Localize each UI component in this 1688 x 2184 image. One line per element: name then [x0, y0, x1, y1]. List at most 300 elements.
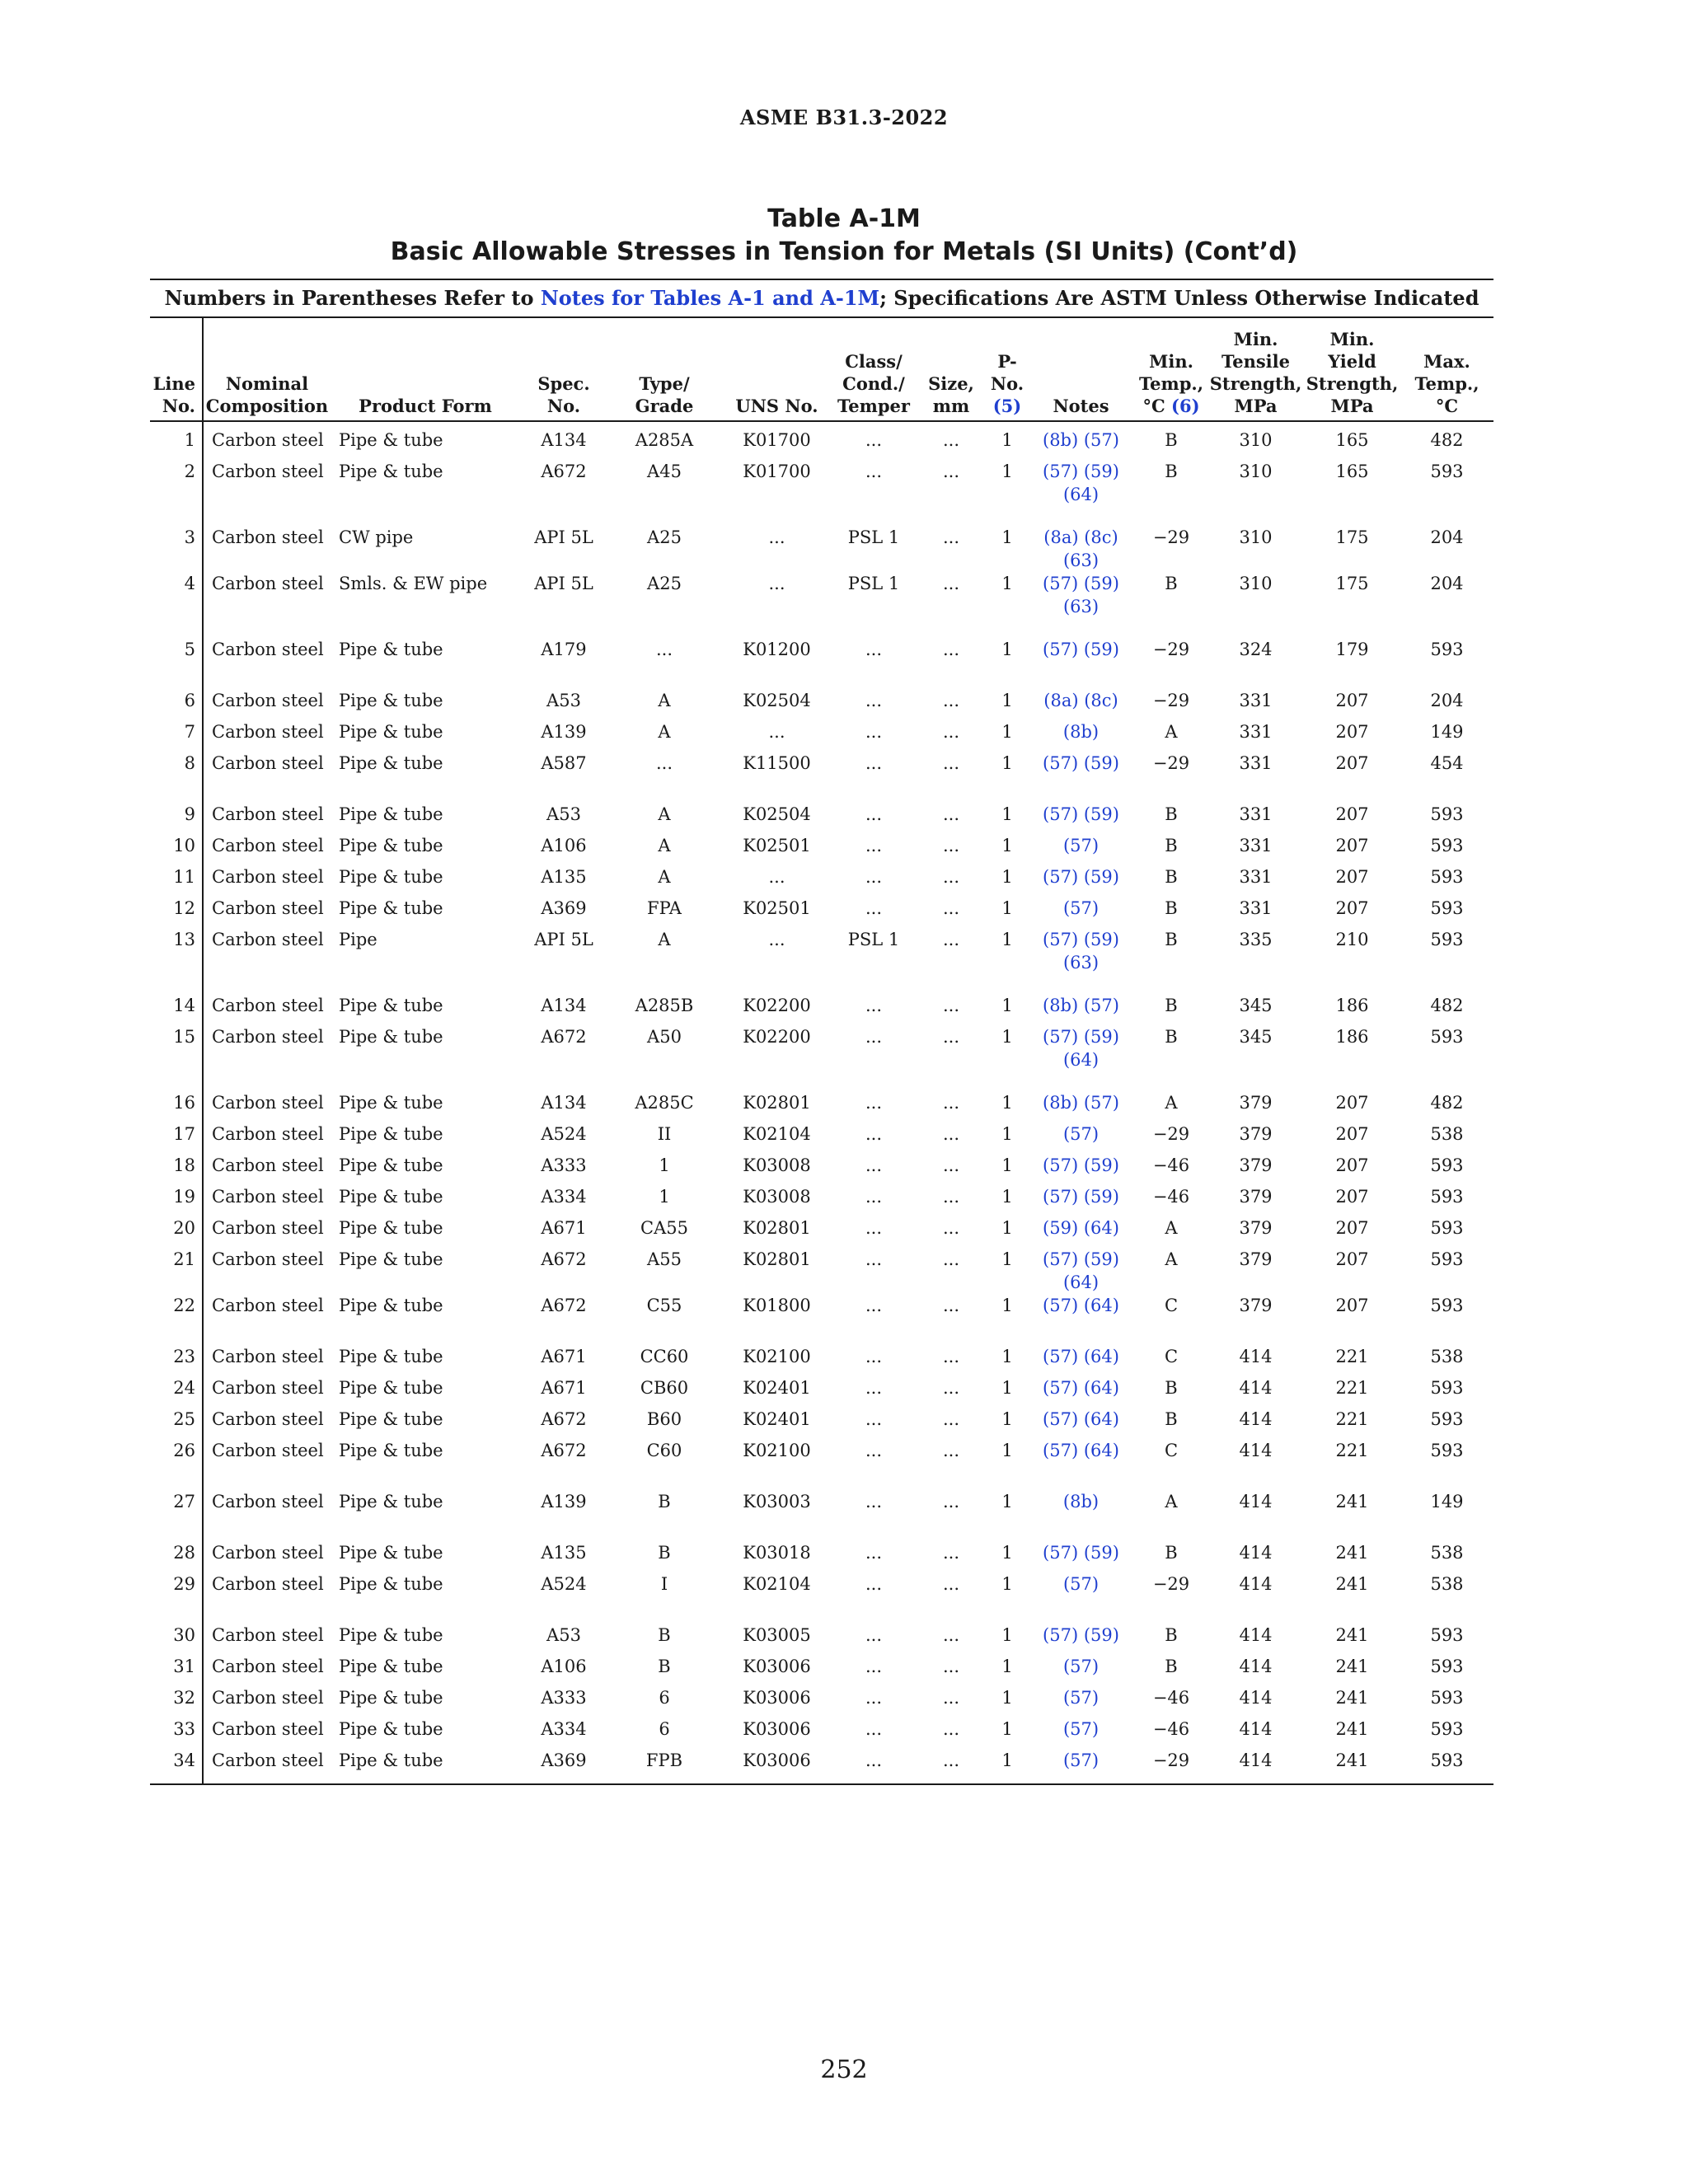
composition-cell: Carbon steel [212, 1187, 324, 1207]
type-grade-cell: B [658, 1657, 671, 1676]
size-cell: ... [942, 640, 960, 659]
notes-cell: (57) (59) [1043, 1155, 1119, 1175]
tensile-strength-cell: 414 [1239, 1543, 1273, 1563]
yield-strength-cell: 186 [1335, 1027, 1369, 1047]
line-no-cell: 27 [150, 1490, 203, 1541]
uns-no-cell: K02200 [743, 1027, 811, 1047]
type-grade-cell: ... [655, 640, 673, 659]
yield-strength-cell: 241 [1335, 1543, 1369, 1563]
type-grade-cell: A25 [647, 527, 682, 547]
type-grade-cell: A285B [635, 996, 694, 1015]
spec-no-cell: API 5L [534, 930, 593, 949]
type-grade-cell: ... [655, 753, 673, 773]
line-no-cell: 9 [150, 803, 203, 834]
yield-strength-cell: 241 [1304, 1749, 1400, 1784]
composition-cell: Carbon steel [212, 1249, 324, 1269]
header-min-tensile-strength: Min. Tensile Strength, MPa [1207, 318, 1304, 421]
class-cell: ... [865, 722, 883, 742]
type-grade-cell: CC60 [640, 1347, 689, 1366]
table-row [150, 421, 1493, 460]
p-no-note-ref[interactable]: (5) [992, 396, 1022, 416]
line-no-cell: 34 [150, 1749, 203, 1784]
max-temp-cell: 593 [1430, 930, 1464, 949]
p-no-cell: 1 [1001, 1249, 1013, 1269]
p-no-cell: 1 [1001, 1543, 1013, 1563]
min-temp-cell: C [1164, 1441, 1179, 1460]
type-grade-cell: A [658, 691, 671, 710]
size-cell: ... [942, 1719, 960, 1739]
size-cell: ... [942, 1296, 960, 1315]
notes-cell: (8a) (8c) [1043, 691, 1118, 710]
table-row [150, 1718, 1493, 1749]
line-no-cell: 25 [150, 1408, 203, 1439]
line-no-cell: 23 [150, 1345, 203, 1376]
tensile-strength-cell: 414 [1239, 1409, 1273, 1429]
table-row [150, 1655, 1493, 1686]
yield-strength-cell: 207 [1335, 836, 1369, 855]
product-form-cell: Pipe & tube [339, 1441, 443, 1460]
size-cell: ... [942, 804, 960, 824]
type-grade-cell: 1 [659, 1187, 670, 1207]
max-temp-cell: 593 [1430, 804, 1464, 824]
tensile-strength-cell: 310 [1239, 574, 1273, 593]
table-row [150, 1185, 1493, 1216]
min-temp-cell: −29 [1152, 527, 1190, 547]
table-row [150, 1439, 1493, 1490]
min-temp-cell: −29 [1152, 1124, 1190, 1144]
line-no-cell: 12 [150, 897, 203, 928]
p-no-cell: 1 [1001, 930, 1013, 949]
table-area [150, 279, 1493, 1785]
spec-no-cell: API 5L [534, 574, 593, 593]
note-suffix: ; Specifications Are ASTM Unless Otherwise Indicated [879, 286, 1479, 310]
tensile-strength-cell: 414 [1239, 1574, 1273, 1594]
p-no-cell: 1 [1001, 640, 1013, 659]
size-cell: ... [942, 753, 960, 773]
max-temp-cell: 593 [1430, 640, 1464, 659]
uns-no-cell: K03006 [743, 1688, 811, 1708]
tensile-strength-cell: 414 [1239, 1378, 1273, 1398]
header-max-temp: Max. Temp., °C [1400, 318, 1493, 421]
p-no-cell: 1 [1001, 1378, 1013, 1398]
notes-cell: (8b) (57) [1043, 1093, 1119, 1113]
product-form-cell: Pipe & tube [339, 1625, 443, 1645]
uns-no-cell: K02501 [743, 898, 811, 918]
p-no-cell: 1 [987, 1749, 1027, 1784]
type-grade-cell: A [658, 930, 671, 949]
type-grade-cell: A [658, 804, 671, 824]
header-notes: Notes [1027, 318, 1135, 421]
spec-no-cell: A524 [541, 1574, 587, 1594]
product-form-cell: Pipe & tube [339, 1409, 443, 1429]
composition-cell: Carbon steel [212, 898, 324, 918]
min-temp-cell: C [1164, 1347, 1179, 1366]
p-no-cell: 1 [1001, 1719, 1013, 1739]
yield-strength-cell: 221 [1335, 1441, 1369, 1460]
min-temp-cell: B [1165, 898, 1178, 918]
tensile-strength-cell: 310 [1239, 430, 1273, 450]
spec-no-cell: A179 [541, 640, 587, 659]
notes-cell: (57) (59) [1043, 753, 1119, 773]
table-row [150, 1541, 1493, 1572]
max-temp-cell: 593 [1400, 1749, 1493, 1784]
product-form-cell: Pipe & tube [339, 1492, 443, 1511]
yield-strength-cell: 186 [1335, 996, 1369, 1015]
spec-no-cell: A672 [541, 1441, 587, 1460]
spec-no-cell: A671 [541, 1218, 587, 1238]
yield-strength-cell: 207 [1335, 1187, 1369, 1207]
composition-cell: Carbon steel [212, 430, 324, 450]
notes-cell: (57) [1062, 898, 1100, 918]
composition-cell: Carbon steel [212, 640, 324, 659]
tensile-strength-cell: 331 [1239, 898, 1273, 918]
composition-cell: Carbon steel [212, 1218, 324, 1238]
notes-cell: (59) (64) [1043, 1218, 1119, 1238]
max-temp-cell: 204 [1430, 527, 1464, 547]
size-cell: ... [942, 1441, 960, 1460]
notes-cell: (57) (64) [1043, 1441, 1119, 1460]
table-note-line [150, 279, 1493, 318]
type-grade-cell: C55 [646, 1296, 682, 1315]
max-temp-cell: 593 [1430, 867, 1464, 887]
type-grade-cell: I [660, 1574, 668, 1594]
min-temp-cell: B [1165, 867, 1178, 887]
class-cell: ... [865, 804, 883, 824]
tensile-strength-cell: 331 [1239, 753, 1273, 773]
type-grade-cell: 1 [659, 1155, 670, 1175]
class-cell: ... [865, 1187, 883, 1207]
tensile-strength-cell: 379 [1239, 1093, 1273, 1113]
notes-cell: (57) [1062, 1719, 1100, 1739]
yield-strength-cell: 207 [1335, 1093, 1369, 1113]
type-grade-cell: A25 [647, 574, 682, 593]
min-temp-note-ref[interactable]: (6) [1171, 396, 1200, 416]
type-grade-cell: A [658, 836, 671, 855]
p-no-cell: 1 [1001, 1625, 1013, 1645]
type-grade-cell: CB60 [640, 1378, 689, 1398]
class-cell: ... [865, 430, 883, 450]
spec-no-cell: A671 [541, 1347, 587, 1366]
type-grade-cell: A285A [635, 430, 694, 450]
product-form-cell: Pipe & tube [339, 1093, 443, 1113]
type-grade-cell: 6 [659, 1719, 670, 1739]
max-temp-cell: 482 [1430, 996, 1464, 1015]
p-no-cell: 1 [1001, 1492, 1013, 1511]
composition-cell: Carbon steel [212, 1688, 324, 1708]
product-form-cell: Pipe & tube [339, 1249, 443, 1269]
header-class-cond-temper: Class/ Cond./ Temper [832, 318, 915, 421]
tensile-strength-cell: 414 [1239, 1625, 1273, 1645]
type-grade-cell: B [658, 1492, 671, 1511]
notes-cell: (8b) (57) [1043, 430, 1119, 450]
product-form-cell: CW pipe [339, 527, 414, 547]
composition-cell: Carbon steel [212, 1657, 324, 1676]
size-cell: ... [942, 1688, 960, 1708]
type-grade-cell: CA55 [640, 1218, 688, 1238]
p-no-cell: 1 [1001, 836, 1013, 855]
yield-strength-cell: 207 [1335, 722, 1369, 742]
p-no-cell: 1 [1001, 1574, 1013, 1594]
yield-strength-cell: 207 [1335, 1296, 1369, 1315]
min-temp-cell: −46 [1152, 1155, 1190, 1175]
min-temp-cell: B [1165, 1378, 1178, 1398]
class-cell: ... [865, 996, 883, 1015]
size-cell: ... [942, 722, 960, 742]
table-row [150, 1624, 1493, 1655]
notes-cell: (57) (59) [1043, 867, 1119, 887]
uns-no-cell: K02200 [743, 996, 811, 1015]
notes-cell: (57) (59) [1043, 1187, 1119, 1207]
uns-no-cell: K02801 [743, 1218, 811, 1238]
uns-no-cell: K03008 [743, 1155, 811, 1175]
tensile-strength-cell: 331 [1239, 867, 1273, 887]
line-no-cell: 32 [150, 1686, 203, 1718]
class-cell: ... [865, 867, 883, 887]
min-temp-cell: B [1165, 836, 1178, 855]
class-cell: ... [865, 1492, 883, 1511]
notes-cell: (57) (59) (64) [1043, 1027, 1119, 1070]
line-no-cell: 33 [150, 1718, 203, 1749]
line-no-cell: 24 [150, 1376, 203, 1408]
line-no-cell: 18 [150, 1154, 203, 1185]
class-cell: ... [865, 1218, 883, 1238]
size-cell: ... [942, 1492, 960, 1511]
spec-no-cell: A369 [520, 1749, 607, 1784]
composition-cell: Carbon steel [212, 691, 324, 710]
line-no-cell: 8 [150, 752, 203, 803]
tensile-strength-cell: 331 [1239, 836, 1273, 855]
product-form-cell: Pipe & tube [339, 1296, 443, 1315]
table-row [150, 1025, 1493, 1091]
yield-strength-cell: 207 [1335, 1155, 1369, 1175]
line-no-cell: 21 [150, 1248, 203, 1294]
class-cell: ... [865, 1124, 883, 1144]
size-cell: ... [942, 1249, 960, 1269]
tensile-strength-cell: 379 [1239, 1249, 1273, 1269]
size-cell: ... [942, 898, 960, 918]
uns-no-cell: ... [768, 867, 785, 887]
max-temp-cell: 149 [1430, 1492, 1464, 1511]
min-temp-cell: B [1165, 996, 1178, 1015]
table-row [150, 1154, 1493, 1185]
uns-no-cell: K03003 [743, 1492, 811, 1511]
composition-cell: Carbon steel [212, 867, 324, 887]
size-cell: ... [942, 1409, 960, 1429]
spec-no-cell: A106 [541, 836, 587, 855]
table-row [150, 752, 1493, 803]
min-temp-cell: B [1165, 1027, 1178, 1047]
tensile-strength-cell: 414 [1239, 1347, 1273, 1366]
tensile-strength-cell: 414 [1239, 1441, 1273, 1460]
max-temp-cell: 482 [1430, 1093, 1464, 1113]
min-temp-cell: −46 [1152, 1187, 1190, 1207]
class-cell: ... [865, 836, 883, 855]
tensile-strength-cell: 414 [1239, 1719, 1273, 1739]
size-cell: ... [942, 1187, 960, 1207]
uns-no-cell: K02801 [743, 1093, 811, 1113]
product-form-cell: Pipe & tube [339, 753, 443, 773]
spec-no-cell: A524 [541, 1124, 587, 1144]
yield-strength-cell: 207 [1335, 1249, 1369, 1269]
composition-cell: Carbon steel [212, 1155, 324, 1175]
class-cell: ... [865, 1347, 883, 1366]
spec-no-cell: A134 [541, 1093, 587, 1113]
spec-no-cell: A672 [541, 462, 587, 481]
type-grade-cell: FPA [647, 898, 682, 918]
product-form-cell: Pipe & tube [339, 1124, 443, 1144]
size-cell: ... [942, 1093, 960, 1113]
max-temp-cell: 593 [1430, 1027, 1464, 1047]
header-p-no: P- No. (5) [987, 318, 1027, 421]
product-form-cell: Pipe & tube [339, 1347, 443, 1366]
yield-strength-cell: 165 [1335, 430, 1369, 450]
min-temp-cell: −29 [1152, 691, 1190, 710]
table-row [150, 638, 1493, 689]
line-no-cell: 31 [150, 1655, 203, 1686]
product-form-cell: Pipe & tube [339, 640, 443, 659]
yield-strength-cell: 221 [1335, 1347, 1369, 1366]
product-form-cell: Smls. & EW pipe [339, 574, 488, 593]
spec-no-cell: A106 [541, 1657, 587, 1676]
class-cell: ... [865, 1249, 883, 1269]
size-cell: ... [942, 462, 960, 481]
product-form-cell: Pipe & tube [339, 691, 443, 710]
uns-no-cell: K03006 [743, 1719, 811, 1739]
size-cell: ... [942, 1378, 960, 1398]
tensile-strength-cell: 379 [1239, 1155, 1273, 1175]
composition-cell: Carbon steel [212, 1574, 324, 1594]
composition-cell: Carbon steel [212, 722, 324, 742]
p-no-cell: 1 [1001, 804, 1013, 824]
composition-cell: Carbon steel [212, 1347, 324, 1366]
product-form-cell: Pipe & tube [339, 430, 443, 450]
max-temp-cell: 149 [1430, 722, 1464, 742]
uns-no-cell: K01200 [743, 640, 811, 659]
spec-no-cell: A134 [541, 996, 587, 1015]
yield-strength-cell: 179 [1335, 640, 1369, 659]
composition-cell: Carbon steel [212, 527, 324, 547]
line-no-cell: 4 [150, 572, 203, 638]
line-no-cell: 29 [150, 1572, 203, 1624]
product-form-cell: Pipe & tube [339, 1574, 443, 1594]
spec-no-cell: A135 [541, 1543, 587, 1563]
uns-no-cell: K02401 [743, 1409, 811, 1429]
max-temp-cell: 204 [1430, 691, 1464, 710]
header-size: Size, mm [915, 318, 987, 421]
composition-cell: Carbon steel [212, 1093, 324, 1113]
notes-cell: (57) (59) (64) [1043, 1249, 1119, 1292]
tensile-strength-cell: 310 [1239, 527, 1273, 547]
table-row [150, 1376, 1493, 1408]
table-row [150, 1216, 1493, 1248]
min-temp-cell: −29 [1152, 640, 1190, 659]
notes-cell: (8b) [1062, 1492, 1100, 1511]
min-temp-cell: −29 [1135, 1749, 1207, 1784]
table-title: Table A-1M [767, 204, 921, 233]
composition-cell: Carbon steel [212, 930, 324, 949]
uns-no-cell: K02801 [743, 1249, 811, 1269]
composition-cell: Carbon steel [212, 1492, 324, 1511]
max-temp-cell: 593 [1430, 1296, 1464, 1315]
composition-cell: Carbon steel [212, 1296, 324, 1315]
notes-link[interactable]: Notes for Tables A-1 and A-1M [540, 286, 880, 310]
line-no-cell: 19 [150, 1185, 203, 1216]
yield-strength-cell: 241 [1335, 1625, 1369, 1645]
composition-cell: Carbon steel [212, 1409, 324, 1429]
max-temp-cell: 204 [1430, 574, 1464, 593]
table-row [150, 1122, 1493, 1154]
type-grade-cell: 6 [659, 1688, 670, 1708]
notes-cell: (57) (59) (63) [1043, 574, 1119, 616]
line-no-cell: 13 [150, 928, 203, 994]
max-temp-cell: 593 [1430, 1218, 1464, 1238]
table-body [150, 421, 1493, 1784]
notes-cell: (57) (64) [1043, 1347, 1119, 1366]
tensile-strength-cell: 379 [1239, 1218, 1273, 1238]
table-row [150, 1686, 1493, 1718]
product-form-cell: Pipe & tube [339, 1657, 443, 1676]
min-temp-cell: B [1165, 1625, 1178, 1645]
uns-no-cell: ... [768, 930, 785, 949]
max-temp-cell: 593 [1430, 462, 1464, 481]
max-temp-cell: 593 [1430, 1155, 1464, 1175]
product-form-cell: Pipe [339, 930, 377, 949]
uns-no-cell: K01700 [743, 430, 811, 450]
tensile-strength-cell: 414 [1239, 1688, 1273, 1708]
line-no-cell: 17 [150, 1122, 203, 1154]
table-row [150, 720, 1493, 752]
size-cell: ... [942, 430, 960, 450]
line-no-cell: 30 [150, 1624, 203, 1655]
notes-cell: (57) [1062, 1688, 1100, 1708]
table-row [150, 1248, 1493, 1294]
notes-cell: (57) [1027, 1749, 1135, 1784]
tensile-strength-cell: 345 [1239, 996, 1273, 1015]
p-no-cell: 1 [1001, 462, 1013, 481]
product-form-cell: Pipe & tube [339, 996, 443, 1015]
p-no-cell: 1 [1001, 1155, 1013, 1175]
uns-no-cell: ... [768, 722, 785, 742]
min-temp-cell: B [1165, 930, 1178, 949]
uns-no-cell: K01800 [743, 1296, 811, 1315]
composition-cell: Carbon steel [212, 574, 324, 593]
product-form-cell: Pipe & tube [339, 1543, 443, 1563]
p-no-cell: 1 [1001, 1218, 1013, 1238]
class-cell: ... [865, 1093, 883, 1113]
line-no-cell: 1 [150, 421, 203, 460]
size-cell: ... [942, 1625, 960, 1645]
size-cell: ... [942, 691, 960, 710]
type-grade-cell: A [658, 722, 671, 742]
max-temp-cell: 538 [1430, 1124, 1464, 1144]
notes-cell: (57) (64) [1043, 1409, 1119, 1429]
line-no-cell: 16 [150, 1091, 203, 1122]
line-no-cell: 7 [150, 720, 203, 752]
p-no-cell: 1 [1001, 867, 1013, 887]
min-temp-cell: −29 [1152, 753, 1190, 773]
p-no-cell: 1 [1001, 691, 1013, 710]
product-form-cell: Pipe & tube [331, 1749, 520, 1784]
type-grade-cell: B [658, 1625, 671, 1645]
uns-no-cell: ... [768, 574, 785, 593]
spec-no-cell: A135 [541, 867, 587, 887]
composition-cell: Carbon steel [203, 1749, 331, 1784]
size-cell: ... [942, 996, 960, 1015]
notes-cell: (57) (59) (64) [1043, 462, 1119, 504]
notes-cell: (57) [1062, 836, 1100, 855]
p-no-cell: 1 [1001, 1093, 1013, 1113]
uns-no-cell: K03006 [721, 1749, 832, 1784]
